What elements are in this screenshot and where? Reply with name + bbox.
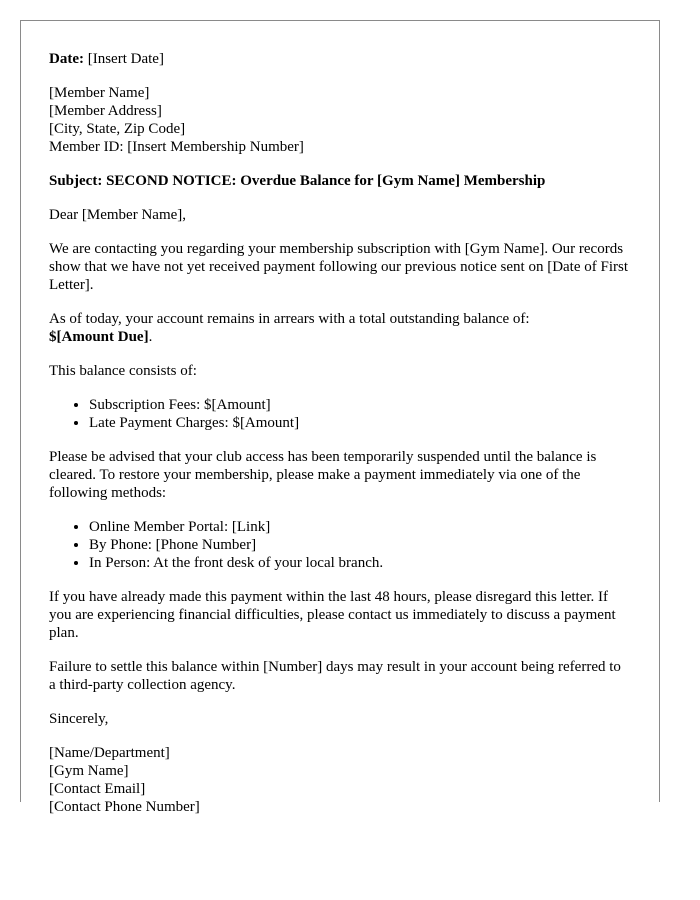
balance-lead: As of today, your account remains in arrears with a total outstanding balance of: (49, 311, 530, 327)
signature-phone: [Contact Phone Number] (49, 799, 200, 815)
list-item: • By Phone: [Phone Number] (89, 536, 631, 554)
salutation: Dear [Member Name], (49, 207, 187, 223)
list-item: • Late Payment Charges: $[Amount] (89, 414, 631, 432)
date-label: Date: (49, 51, 84, 67)
recipient-address (49, 84, 631, 156)
amount-due: $[Amount Due] (49, 329, 149, 345)
failure-paragraph: Failure to settle this balance within [Number] days may result in your account being referred to a third-party collection agency. (49, 659, 621, 693)
closing: Sincerely, (49, 711, 109, 727)
disregard-paragraph: If you have already made this payment within the last 48 hours, please disregard this letter. If you are experiencing financial difficulties, please contact us immediately to discuss a payment plan. (49, 589, 616, 641)
payment-methods-list (49, 518, 631, 572)
subject-text: Subject: SECOND NOTICE: Overdue Balance for [Gym Name] Membership (49, 173, 546, 189)
balance-items-list (49, 396, 631, 432)
consists-paragraph: This balance consists of: (49, 363, 197, 379)
date-line (49, 50, 631, 68)
intro-paragraph: We are contacting you regarding your membership subscription with [Gym Name]. Our records show that we have not yet received payment following our previous notice sent on [Date of First Letter]. (49, 241, 629, 293)
letter-page (20, 20, 660, 815)
list-item: • In Person: At the front desk of your local branch. (89, 554, 631, 572)
signature-gym: [Gym Name] (49, 763, 129, 779)
suspension-paragraph: Please be advised that your club access has been temporarily suspended until the balance is cleared. To restore your membership, please make a payment immediately via one of the following methods: (49, 449, 597, 501)
signature-block (49, 744, 631, 816)
recipient-city: [City, State, Zip Code] (49, 121, 186, 137)
signature-name: [Name/Department] (49, 745, 170, 761)
date-value: [Insert Date] (87, 51, 164, 67)
recipient-street: [Member Address] (49, 103, 162, 119)
amount-suffix: . (148, 329, 153, 345)
balance-paragraph (49, 310, 631, 346)
list-item: • Online Member Portal: [Link] (89, 518, 631, 536)
signature-email: [Contact Email] (49, 781, 146, 797)
list-item: • Subscription Fees: $[Amount] (89, 396, 631, 414)
letter-content (21, 21, 659, 816)
subject-line (49, 172, 631, 190)
recipient-member-id: Member ID: [Insert Membership Number] (49, 139, 304, 155)
recipient-name: [Member Name] (49, 85, 150, 101)
